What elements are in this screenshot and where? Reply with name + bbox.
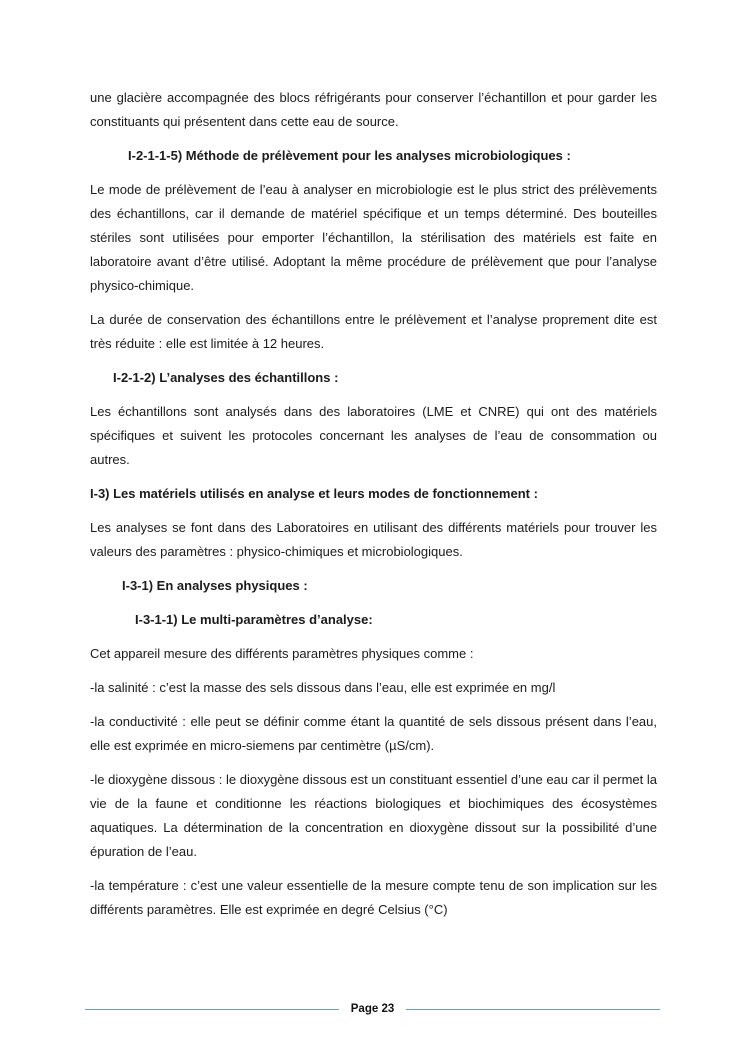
- section-heading-method-microbiologic: I-2-1-1-5) Méthode de prélèvement pour les analyses microbiologiques :: [128, 148, 571, 163]
- footer-rule-right: [406, 1009, 660, 1010]
- body-paragraph: une glacière accompagnée des blocs réfrigérants pour conserver l’échantillon et pour garder les constituants qui présentent dans cette eau de source.: [90, 90, 657, 129]
- body-paragraph: Les analyses se font dans des Laboratoires en utilisant des différents matériels pour trouver les valeurs des paramètres : physico-chimiques et microbiologiques.: [90, 520, 657, 559]
- body-paragraph: -la salinité : c’est la masse des sels dissous dans l’eau, elle est exprimée en mg/l: [90, 680, 556, 695]
- body-paragraph: Le mode de prélèvement de l’eau à analyser en microbiologie est le plus strict des prélèvements des échantillons, car il demande de matériel spécifique et un temps déterminé. Des bouteilles stériles sont utilisées pour emporter l’échantillon, la stérilisation des matériels est faite en laboratoire avant d’être utilisé. Adoptant la même procédure de prélèvement que pour l’analyse physico-chimique.: [90, 182, 657, 293]
- section-heading-analyses-physiques: I-3-1) En analyses physiques :: [122, 578, 308, 593]
- body-paragraph: Cet appareil mesure des différents paramètres physiques comme :: [90, 646, 474, 661]
- body-paragraph: -le dioxygène dissous : le dioxygène dissous est un constituant essentiel d’une eau car il permet la vie de la faune et conditionne les réactions biologiques et biochimiques des écosystèmes aquatiques. La détermination de la concentration en dioxygène dissout sur la possibilité d’une épuration de l’eau.: [90, 772, 657, 859]
- section-heading-analyses-echantillons: I-2-1-2) L’analyses des échantillons :: [113, 370, 339, 385]
- page-number: Page 23: [350, 1003, 395, 1015]
- page-footer: [85, 1003, 660, 1015]
- body-paragraph: Les échantillons sont analysés dans des laboratoires (LME et CNRE) qui ont des matériels spécifiques et suivent les protocoles concernant les analyses de l’eau de consommation ou autres.: [90, 404, 657, 467]
- body-paragraph: -la conductivité : elle peut se définir comme étant la quantité de sels dissous présent dans l’eau, elle est exprimée en micro-siemens par centimètre (µS/cm).: [90, 714, 657, 753]
- footer-rule-left: [85, 1009, 339, 1010]
- section-heading-materiels-utilises: I-3) Les matériels utilisés en analyse et leurs modes de fonctionnement :: [90, 486, 538, 501]
- page-content: [90, 86, 657, 932]
- body-paragraph: La durée de conservation des échantillons entre le prélèvement et l’analyse proprement dite est très réduite : elle est limitée à 12 heures.: [90, 312, 657, 351]
- section-heading-multi-parametres: I-3-1-1) Le multi-paramètres d’analyse:: [135, 612, 373, 627]
- body-paragraph: -la température : c’est une valeur essentielle de la mesure compte tenu de son implication sur les différents paramètres. Elle est exprimée en degré Celsius (°C): [90, 878, 657, 917]
